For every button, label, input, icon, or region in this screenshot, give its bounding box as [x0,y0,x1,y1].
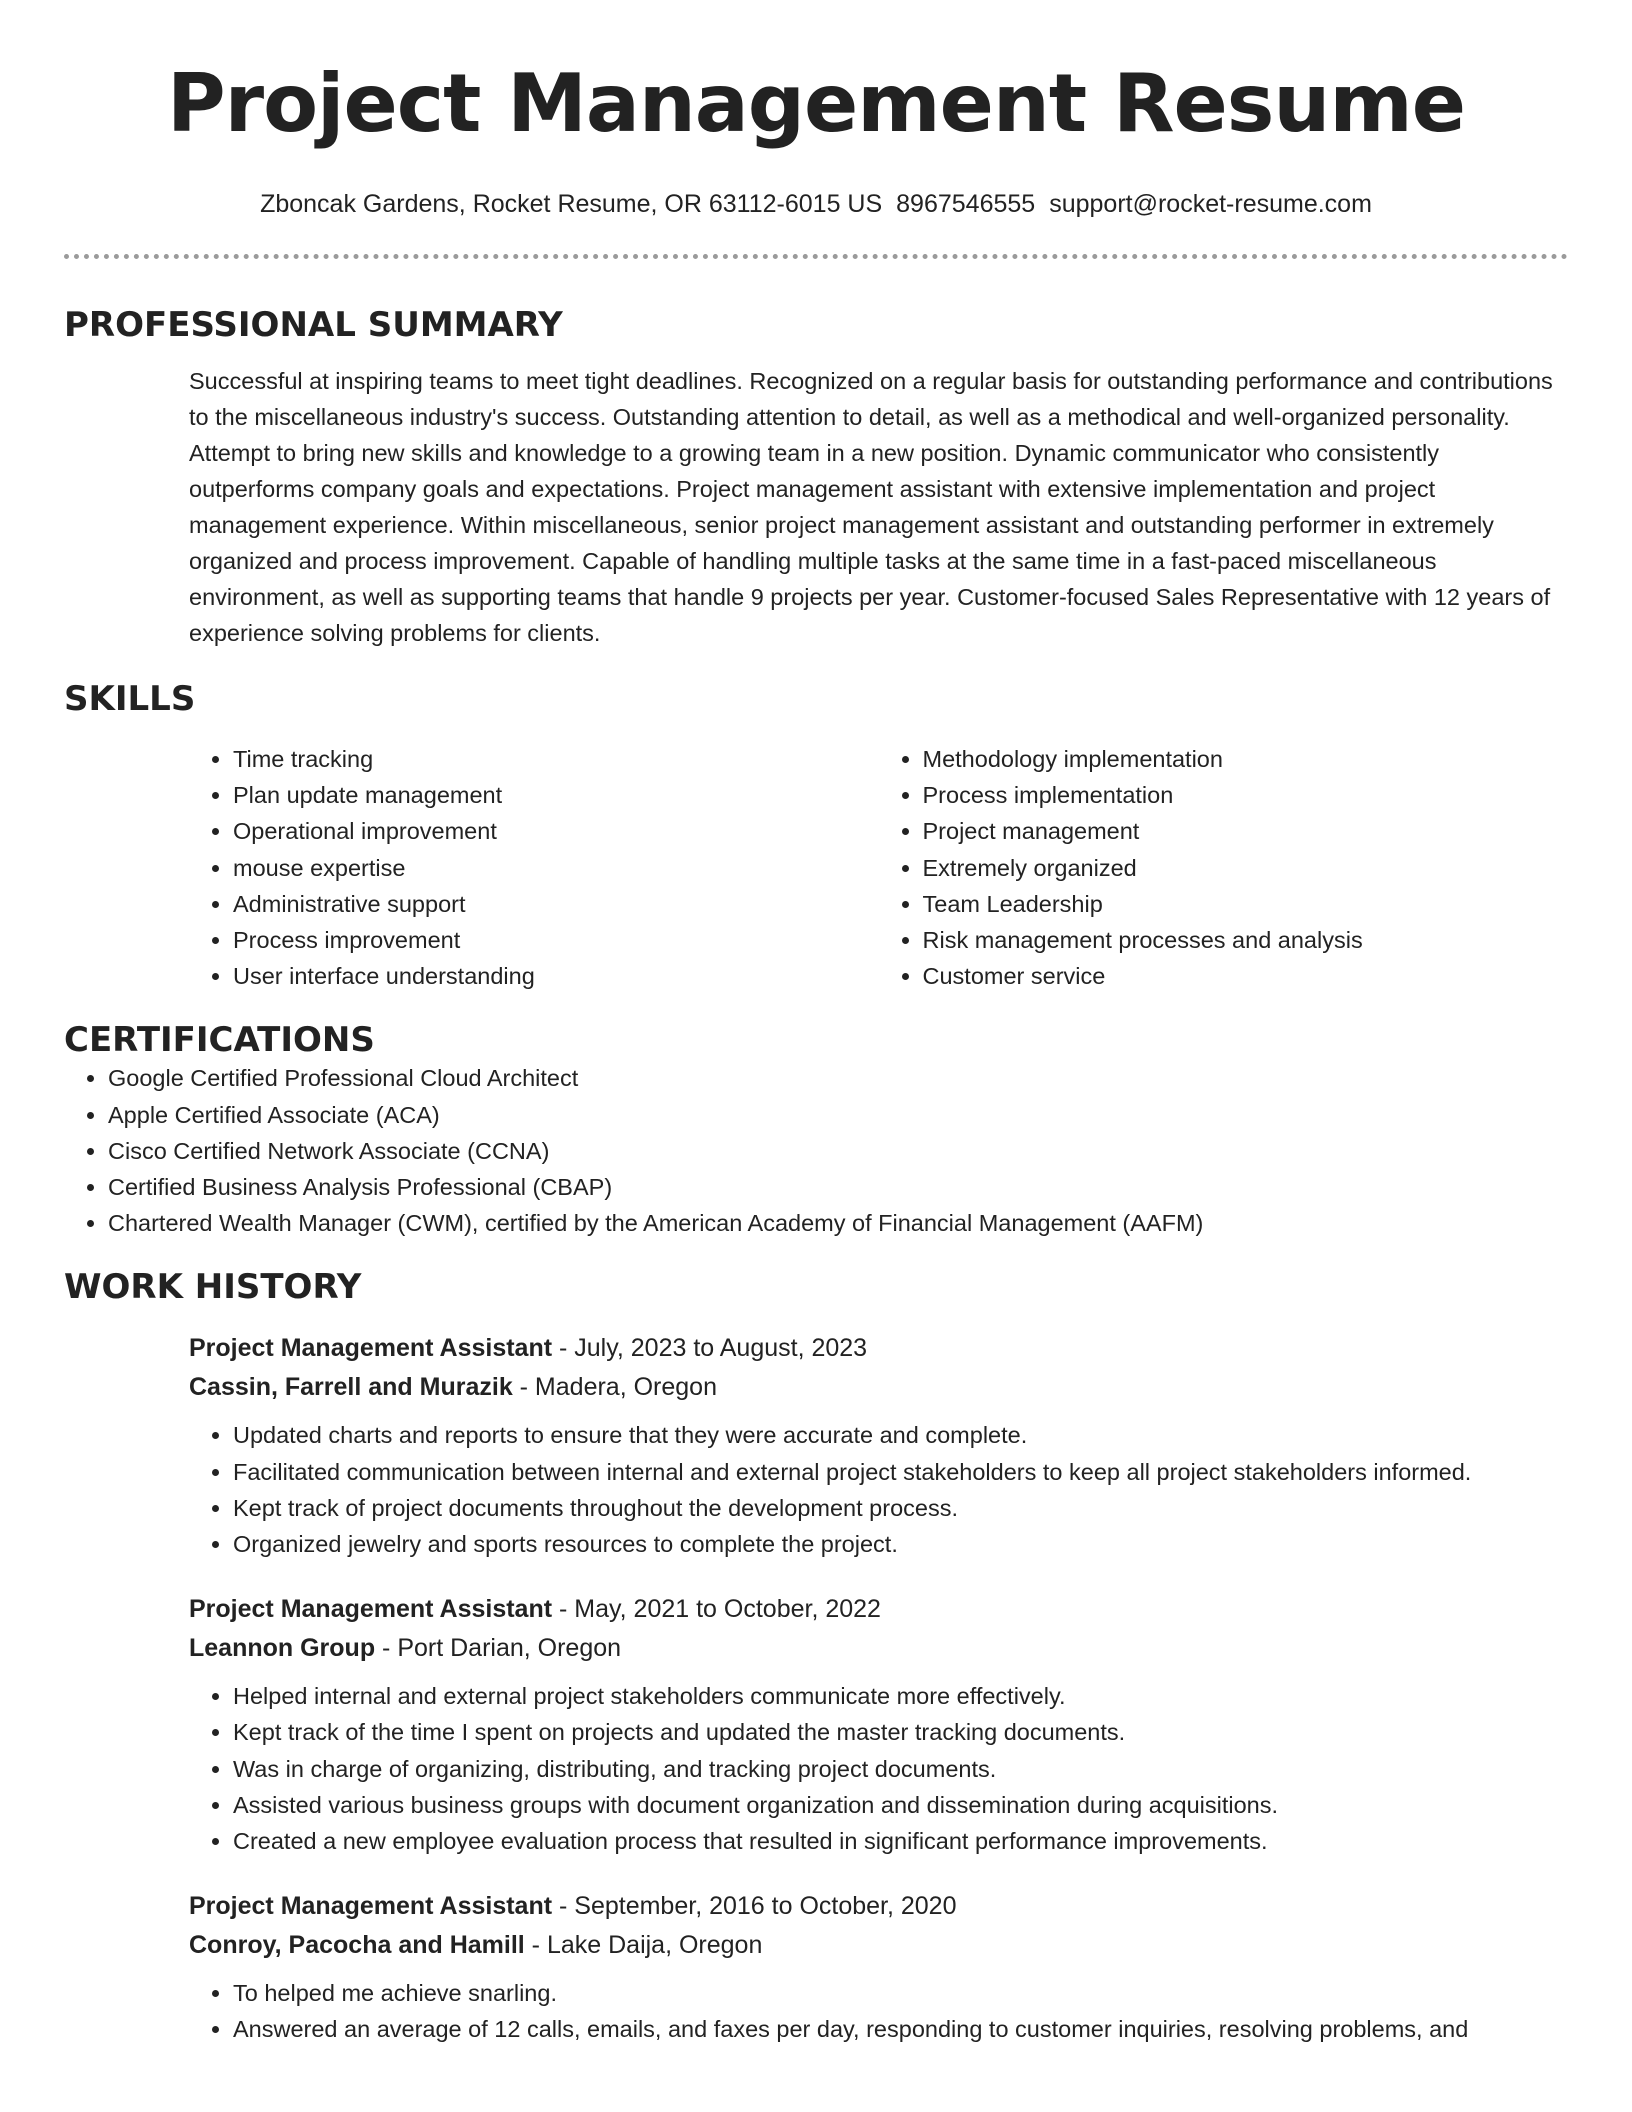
skill-item: • Customer service [923,958,1569,994]
certification-item: • Google Certified Professional Cloud Architect [108,1060,1568,1096]
skills-heading: SKILLS [64,679,196,719]
summary-heading: PROFESSIONAL SUMMARY [64,305,563,345]
job-location: - Madera, Oregon [512,1373,717,1402]
job-company-line [189,1368,1568,1407]
job-bullet: • Answered an average of 12 calls, emails, and faxes per day, responding to customer inquiries, resolving problems, and [233,2011,1568,2047]
job-role: Project Management Assistant [189,1595,553,1624]
certification-item: • Chartered Wealth Manager (CWM), certified by the American Academy of Financial Management (AAFM) [108,1205,1568,1241]
contact-phone: 8967546555 [896,190,1036,218]
resume-title: Project Management Resume [166,57,1465,150]
contact-address: Zboncak Gardens, Rocket Resume, OR 63112-6015 US [260,190,883,218]
skills-list-right [879,741,1569,994]
job-bullet: • Kept track of the time I spent on projects and updated the master tracking documents. [233,1714,1568,1750]
job-bullet: • Kept track of project documents throughout the development process. [233,1490,1568,1526]
job-bullet: • Created a new employee evaluation process that resulted in significant performance improvements. [233,1823,1568,1859]
skill-item: • User interface understanding [233,958,879,994]
summary-section [64,305,1568,651]
certification-item: • Certified Business Analysis Professional (CBAP) [108,1169,1568,1205]
skill-item: • Administrative support [233,886,879,922]
job-role: Project Management Assistant [189,1334,553,1363]
skill-item: • mouse expertise [233,850,879,886]
job-bullet: • Was in charge of organizing, distributing, and tracking project documents. [233,1751,1568,1787]
job-title-line [189,1590,1568,1629]
contact-line [64,188,1568,220]
job-company-line [189,1926,1568,1965]
job-dates: - September, 2016 to October, 2020 [552,1892,957,1921]
job-bullet: • Updated charts and reports to ensure that they were accurate and complete. [233,1417,1568,1453]
job-dates: - July, 2023 to August, 2023 [552,1334,868,1363]
job-company-line [189,1629,1568,1668]
job-bullet: • Organized jewelry and sports resources to complete the project. [233,1526,1568,1562]
job-dates: - May, 2021 to October, 2022 [552,1595,881,1624]
job-entry [189,1590,1568,1859]
job-entry [189,1329,1568,1562]
job-company: Conroy, Pacocha and Hamill [189,1931,525,1960]
job-title-line [189,1329,1568,1368]
contact-email: support@rocket-resume.com [1049,190,1372,218]
header-divider [64,254,1568,259]
job-entry [189,1887,1568,2047]
skill-item: • Methodology implementation [923,741,1569,777]
skill-item: • Process improvement [233,922,879,958]
skill-item: • Extremely organized [923,850,1569,886]
skill-item: • Project management [923,813,1569,849]
skills-list-left [189,741,879,994]
skill-item: • Process implementation [923,777,1569,813]
certifications-heading: CERTIFICATIONS [64,1020,375,1061]
certification-item: • Apple Certified Associate (ACA) [108,1097,1568,1133]
skill-item: • Plan update management [233,777,879,813]
job-company: Leannon Group [189,1634,376,1663]
certification-item: • Cisco Certified Network Associate (CCNA) [108,1133,1568,1169]
skill-item: • Risk management processes and analysis [923,922,1569,958]
job-title-line [189,1887,1568,1926]
job-bullet: • Helped internal and external project stakeholders communicate more effectively. [233,1678,1568,1714]
job-bullets [189,1678,1568,1859]
skill-item: • Operational improvement [233,813,879,849]
skills-section [64,679,1568,994]
job-role: Project Management Assistant [189,1892,553,1921]
job-bullet: • Facilitated communication between internal and external project stakeholders to keep all project stakeholders informed. [233,1454,1568,1490]
skill-item: • Team Leadership [923,886,1569,922]
job-bullets [189,1975,1568,2047]
skills-grid [189,741,1568,994]
work-history-heading: WORK HISTORY [64,1267,362,1308]
job-bullet: • To helped me achieve snarling. [233,1975,1568,2011]
certifications-list [64,1060,1568,1241]
job-company: Cassin, Farrell and Murazik [189,1373,513,1402]
skill-item: • Time tracking [233,741,879,777]
job-location: - Lake Daija, Oregon [524,1931,763,1960]
job-location: - Port Darian, Oregon [375,1634,622,1663]
certifications-section [64,1020,1568,1241]
work-history-section [64,1267,1568,2047]
summary-text: Successful at inspiring teams to meet tight deadlines. Recognized on a regular basis for outstanding performance and contributions to the miscellaneous industry's success. Outstanding attention to detail, as well as a methodical and well-organized personality. Attempt to bring new skills and knowledge to a growing team in a new position. Dynamic communicator who consistently outperforms company goals and expectations. Project management assistant with extensive implementation and project management experience. Within miscellaneous, senior project management assistant and outstanding performer in extremely organized and process improvement. Capable of handling multiple tasks at the same time in a fast-paced miscellaneous environment, as well as supporting teams that handle 9 projects per year. Customer-focused Sales Representative with 12 years of experience solving problems for clients. [189,368,1553,646]
job-bullets [189,1417,1568,1562]
job-bullet: • Assisted various business groups with document organization and dissemination during acquisitions. [233,1787,1568,1823]
